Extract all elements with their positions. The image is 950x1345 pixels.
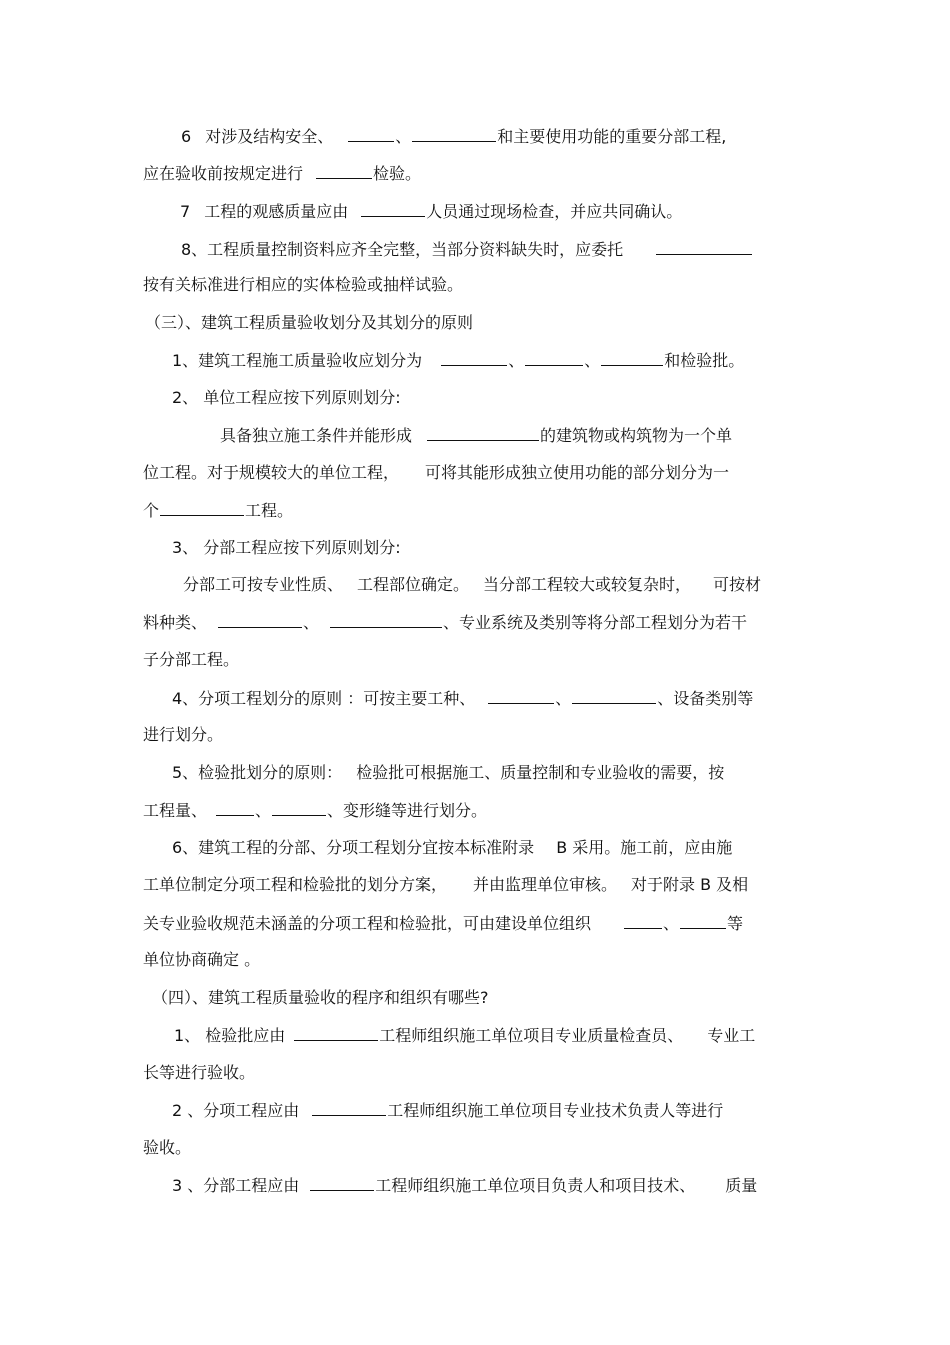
text-segment: 工程量、 — [143, 801, 208, 820]
s4-item1-line2 — [143, 1060, 255, 1086]
text-segment: 子分部工程。 — [143, 650, 240, 669]
text-segment: 、 — [508, 351, 525, 370]
fill-blank[interactable] — [312, 1097, 386, 1116]
text-segment: 和检验批。 — [664, 351, 745, 370]
text-segment: 长等进行验收。 — [143, 1063, 256, 1082]
text-segment: 工程的观感质量应由 — [204, 202, 349, 221]
text-segment: 进行划分。 — [143, 725, 224, 744]
fill-blank[interactable] — [218, 609, 302, 628]
text-segment: 的建筑物或构筑物为一个单 — [540, 426, 733, 445]
text-segment: 并由监理单位审核。 — [473, 875, 618, 894]
text-segment: 2 、分项工程应由 — [172, 1101, 300, 1120]
text-segment: 人员通过现场检查，并应共同确认。 — [426, 202, 683, 221]
fill-blank[interactable] — [294, 1022, 378, 1041]
text-segment: 1、建筑工程施工质量验收应划分为 — [172, 351, 423, 370]
text-segment: 、专业系统及类别等将分部工程划分为若干 — [443, 613, 748, 632]
text-segment: 和主要使用功能的重要分部工程, — [497, 127, 727, 146]
s3-item4-line2 — [143, 722, 223, 748]
text-segment: 、设备类别等 — [657, 689, 754, 708]
fill-blank[interactable] — [601, 347, 663, 366]
text-segment: 、 — [255, 801, 272, 820]
s3-item2-line1 — [220, 422, 732, 448]
s2-item6-line2 — [143, 160, 421, 186]
fill-blank[interactable] — [160, 497, 244, 516]
s3-item4-line1 — [172, 685, 753, 711]
s3-item3-line2 — [143, 609, 747, 635]
s2-item8-line1 — [181, 236, 753, 262]
text-segment: 具备独立施工条件并能形成 — [220, 426, 413, 445]
subheading-text: 3、 分部工程应按下列原则划分: — [172, 538, 401, 557]
fill-blank[interactable] — [680, 910, 726, 929]
fill-blank[interactable] — [488, 685, 554, 704]
text-segment: 、 — [303, 613, 320, 632]
text-segment: 工单位制定分项工程和检验批的划分方案， — [143, 875, 448, 894]
s3-item2-line2 — [143, 460, 729, 486]
text-segment: 检验批可根据施工、质量控制和专业验收的需要，按 — [356, 763, 725, 782]
s3-item3-title — [172, 535, 401, 561]
s3-item6-line3 — [143, 910, 743, 936]
text-segment: 1、 检验批应由 — [174, 1026, 286, 1045]
text-segment: 3 、分部工程应由 — [172, 1176, 300, 1195]
s3-item6-line4 — [143, 947, 260, 973]
text-segment: 、 — [663, 914, 680, 933]
fill-blank[interactable] — [272, 797, 326, 816]
s4-item2-line1 — [172, 1097, 723, 1123]
text-segment: 5、检验批划分的原则： — [172, 763, 343, 782]
fill-blank[interactable] — [348, 123, 394, 142]
text-segment: 分部工可按专业性质、 — [183, 575, 344, 594]
text-segment: 可将其能形成独立使用功能的部分划分为一 — [425, 463, 730, 482]
text-segment: 应在验收前按规定进行 — [143, 164, 304, 183]
fill-blank[interactable] — [330, 609, 442, 628]
s2-item8-line2 — [143, 272, 463, 298]
s3-item6-line1 — [172, 835, 732, 861]
text-segment: 料种类、 — [143, 613, 208, 632]
fill-blank[interactable] — [361, 198, 425, 217]
text-segment: 按有关标准进行相应的实体检验或抽样试验。 — [143, 275, 464, 294]
fill-blank[interactable] — [441, 347, 507, 366]
text-segment: 、变形缝等进行划分。 — [327, 801, 488, 820]
text-segment: 、 — [395, 127, 412, 146]
text-segment: 验收。 — [143, 1138, 192, 1157]
subheading-text: 2、 单位工程应按下列原则划分: — [172, 388, 401, 407]
s2-item6-line1 — [181, 123, 726, 149]
heading-text: （四）、建筑工程质量验收的程序和组织有哪些? — [152, 988, 489, 1007]
fill-blank[interactable] — [572, 685, 656, 704]
fill-blank[interactable] — [412, 123, 496, 142]
section-4-heading — [152, 985, 489, 1011]
fill-blank[interactable] — [216, 797, 254, 816]
text-segment: 专业工 — [707, 1026, 756, 1045]
text-segment: 对于附录 B 及相 — [631, 875, 749, 894]
text-segment: 工程师组织施工单位项目专业技术负责人等进行 — [387, 1101, 724, 1120]
text-segment: 、 — [584, 351, 601, 370]
section-3-heading — [145, 310, 473, 336]
text-segment: 6、建筑工程的分部、分项工程划分宜按本标准附录 — [172, 838, 535, 857]
text-segment: 单位协商确定 。 — [143, 950, 261, 969]
heading-text: （三）、建筑工程质量验收划分及其划分的原则 — [145, 313, 474, 332]
text-segment: 关专业验收规范未涵盖的分项工程和检验批，可由建设单位组织 — [143, 914, 592, 933]
s3-item5-line2 — [143, 797, 487, 823]
text-segment: 工程师组织施工单位项目负责人和项目技术、 — [375, 1176, 696, 1195]
text-segment: 工程部位确定。 — [357, 575, 470, 594]
text-segment: 等 — [727, 914, 744, 933]
s4-item3-line1 — [172, 1172, 757, 1198]
text-segment: 4、分项工程划分的原则 ：可按主要工种、 — [172, 689, 476, 708]
fill-blank[interactable] — [310, 1172, 374, 1191]
fill-blank[interactable] — [525, 347, 583, 366]
item-number: 6 — [181, 127, 192, 146]
text-segment: 个 — [143, 501, 160, 520]
text-segment: 对涉及结构安全、 — [205, 127, 334, 146]
s4-item2-line2 — [143, 1135, 191, 1161]
fill-blank[interactable] — [316, 160, 372, 179]
s3-item6-line2 — [143, 872, 748, 898]
text-segment: 工程师组织施工单位项目专业质量检查员、 — [379, 1026, 684, 1045]
s3-item2-title — [172, 385, 401, 411]
text-segment: 工程。 — [245, 501, 294, 520]
text-segment: 8、工程质量控制资料应齐全完整，当部分资料缺失时，应委托 — [181, 240, 624, 259]
s3-item1-line1 — [172, 347, 744, 373]
text-segment: 位工程。对于规模较大的单位工程， — [143, 463, 400, 482]
text-segment: B 采用。施工前，应由施 — [556, 838, 733, 857]
text-segment: 检验。 — [373, 164, 422, 183]
text-segment: 质量 — [725, 1176, 758, 1195]
item-number: 7 — [180, 202, 191, 221]
s3-item3-line3 — [143, 647, 239, 673]
fill-blank[interactable] — [624, 910, 662, 929]
text-segment: 可按材 — [713, 575, 762, 594]
s3-item5-line1 — [172, 760, 724, 786]
s2-item7-line1 — [180, 198, 682, 224]
s3-item3-line1 — [183, 572, 761, 598]
text-segment: 当分部工程较大或较复杂时， — [483, 575, 692, 594]
text-segment: 、 — [555, 689, 572, 708]
s3-item2-line3 — [143, 497, 293, 523]
fill-blank[interactable] — [427, 422, 539, 441]
s4-item1-line1 — [174, 1022, 755, 1048]
fill-blank[interactable] — [656, 236, 752, 255]
